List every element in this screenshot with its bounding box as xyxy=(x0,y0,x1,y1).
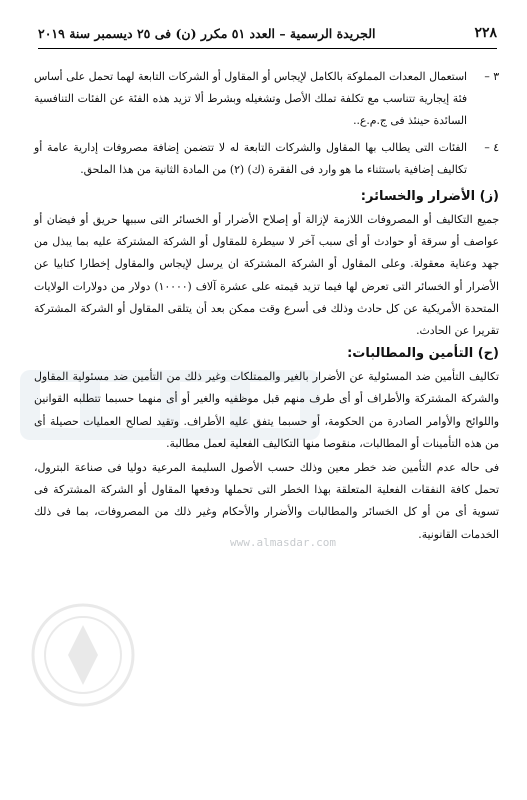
list-item xyxy=(34,137,499,181)
item-marker: ٤ – xyxy=(484,140,499,154)
section-title-insurance: (ح) التأمين والمطالبات: xyxy=(347,346,499,362)
document-body xyxy=(34,66,499,546)
item-marker: ٣ – xyxy=(484,70,499,83)
paragraph: تكاليف التأمين ضد المسئولية عن الأضرار بالغير والممتلكات وغير ذلك من التأمين ضد مسئولية المقاول والشركة المشتركة والأطراف أو أى طرف منهم قبل موظفيه والغير أو أى منهما حسبما تتطلبه القوانين واللوائح والأوامر الصادرة من الحكومة، أو حسبما يتفق عليه الأطراف. وتقيد لصالح العمليات حصيلة أى من هذه التأمينات أو المطالبات، منقوصا منها التكاليف الفعلية لعمل مطالبة. xyxy=(34,370,499,450)
page-number: ٢٢٨ xyxy=(474,25,497,41)
item-text: استعمال المعدات المملوكة بالكامل لإيجاس أو المقاول أو الشركات التابعة لهما تحمل على أساس فئة إيجارية تتناسب مع تكلفة تملك الأصل وتشغيله وبشرط ألا تزيد هذه الفئة عن الفئات التنافسية السائدة حينئذ فى ج.م.ع.. xyxy=(34,70,467,128)
item-text: الفئات التى يطالب بها المقاول والشركات التابعة له لا تتضمن إضافة مصروفات إدارية عامة أو تكاليف إضافية باستثناء ما هو وارد فى الفقرة (ك) (٢) من المادة الثانية من هذا الملحق. xyxy=(34,140,467,176)
section-title-damages: (ز) الأضرار والخسائر: xyxy=(360,189,499,205)
page-header xyxy=(38,22,497,49)
seal-emblem-icon xyxy=(28,600,138,710)
list-item xyxy=(34,66,499,133)
watermark-url: www.almasdar.com xyxy=(230,536,336,549)
gazette-title: الجريدة الرسمية – العدد ٥١ مكرر (ن) فى ٢٥ ديسمبر سنة ٢٠١٩ xyxy=(38,25,376,41)
paragraph: فى حاله عدم التأمين ضد خطر معين وذلك حسب الأصول السليمة المرعية دوليا فى صناعة البترول، تحمل كافة النفقات الفعلية المتعلقة بهذا الخطر التى تحملها ودفعها المقاول أو الشركة المشتركة فى تسوية أى من أو كل الخسائر والمطالبات والأضرار والأحكام وغير ذلك من المصروفات، بما فى ذلك الخدمات القانونية. xyxy=(34,461,499,541)
paragraph: جميع التكاليف أو المصروفات اللازمة لإزالة أو إصلاح الأضرار أو الخسائر التى سببها حريق أو فيضان أو عواصف أو سرقة أو حوادث أو أى سبب آخر لا سيطرة للمقاول أو الشركة المشتركة عليه بما يبذل من جهد وعناية معقولة. وعلى المقاول أو الشركة المشتركة ان يرسل لإيجاس والمقاول إخطارا كتابيا عن الأضرار أو الخسائر التى تعرض لها فيما تزيد قيمته على عشرة آلاف (١٠٠٠٠) دولار من دولارات الولايات المتحدة الأمريكية عن كل حادث وذلك فى أسرع وقت ممكن بعد أن يتلقى المقاول أو الشركة المشتركة تقريرا عن الحادث. xyxy=(34,213,499,338)
